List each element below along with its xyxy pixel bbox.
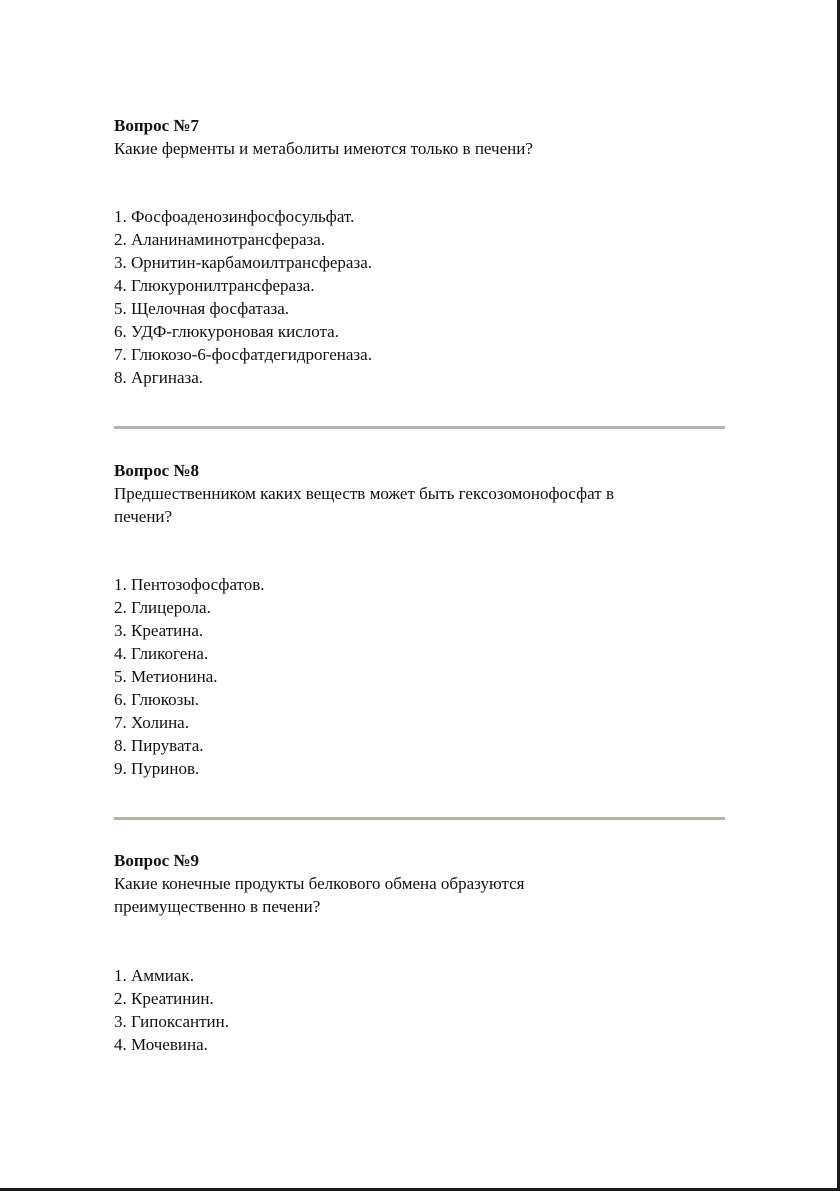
answer-item: 6. Глюкозы.	[114, 690, 200, 709]
question-title: Вопрос №8	[114, 461, 199, 480]
answer-item: 1. Пентозофосфатов.	[114, 575, 265, 594]
answer-list-7	[114, 205, 714, 389]
answer-item: 5. Щелочная фосфатаза.	[114, 299, 290, 318]
section-divider	[114, 426, 725, 429]
answer-item: 7. Глюкозо-6-фосфатдегидрогеназа.	[114, 345, 372, 364]
answer-item: 4. Гликогена.	[114, 644, 209, 663]
answer-item: 3. Гипоксантин.	[114, 1012, 229, 1031]
section-divider	[114, 817, 725, 820]
answer-item: 5. Метионина.	[114, 667, 218, 686]
question-text-line: Какие ферменты и метаболиты имеются только в печени?	[114, 139, 533, 158]
question-text-line: печени?	[114, 507, 173, 526]
question-8	[114, 459, 714, 528]
answer-item: 8. Пирувата.	[114, 736, 204, 755]
question-text-line: Предшественником каких веществ может быть гексозомонофосфат в	[114, 484, 614, 503]
answer-item: 8. Аргиназа.	[114, 368, 204, 387]
answer-item: 2. Креатинин.	[114, 989, 214, 1008]
answer-item: 6. УДФ-глюкуроновая кислота.	[114, 322, 339, 341]
answer-item: 7. Холина.	[114, 713, 189, 732]
answer-item: 9. Пуринов.	[114, 759, 200, 778]
answer-item: 2. Глицерола.	[114, 598, 211, 617]
answer-item: 4. Мочевина.	[114, 1035, 208, 1054]
answer-item: 4. Глюкуронилтрансфераза.	[114, 276, 315, 295]
question-title: Вопрос №9	[114, 851, 199, 870]
question-9	[114, 849, 714, 918]
answer-item: 1. Аммиак.	[114, 966, 194, 985]
answer-item: 3. Орнитин-карбамоилтрансфераза.	[114, 253, 372, 272]
answer-item: 1. Фосфоаденозинфосфосульфат.	[114, 207, 355, 226]
question-title: Вопрос №7	[114, 116, 199, 135]
question-7	[114, 114, 714, 160]
answer-list-8	[114, 573, 714, 780]
answer-item: 2. Аланинаминотрансфераза.	[114, 230, 326, 249]
answer-list-9	[114, 964, 714, 1056]
answer-item: 3. Креатина.	[114, 621, 204, 640]
question-text-line: преимущественно в печени?	[114, 897, 321, 916]
question-text-line: Какие конечные продукты белкового обмена образуются	[114, 874, 525, 893]
